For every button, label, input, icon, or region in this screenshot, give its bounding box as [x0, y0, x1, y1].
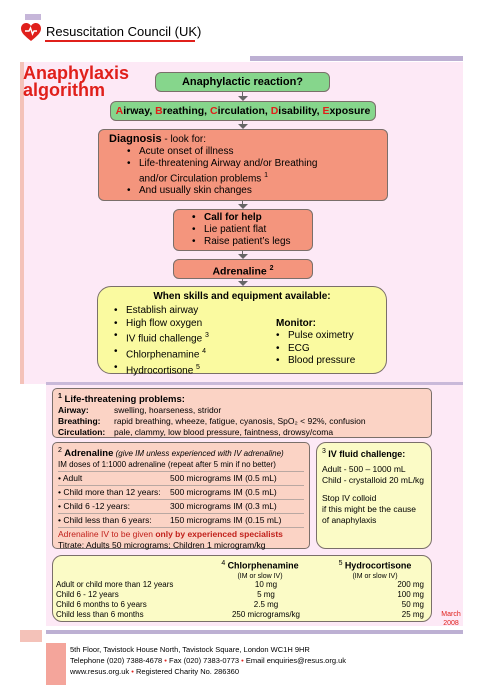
abcde-box [110, 101, 376, 121]
top-decoration-bar [25, 14, 41, 20]
chlor-dose: 250 micrograms/kg [231, 610, 301, 619]
footer-block-1 [20, 630, 42, 642]
left-accent-bar [20, 62, 24, 384]
abcde-word: irculation, [217, 105, 271, 117]
chlor-dose: 10 mg [254, 580, 278, 589]
hydrocortisone-header [325, 559, 425, 582]
iv-fluid-stop-line: if this might be the cause [322, 503, 417, 514]
dose-who-text: Child more than 12 years: [63, 486, 161, 497]
list-item: • Blood pressure [276, 355, 386, 368]
drug-who: Adult or child more than 12 years [56, 580, 174, 589]
dose-row [58, 471, 304, 485]
adrenaline-step-box [173, 259, 313, 279]
list-item [114, 305, 254, 318]
drug-row [56, 580, 428, 590]
list-item: • ECG [276, 343, 386, 356]
skill-text: High flow oxygen [126, 317, 203, 329]
hydrocortisone-heading: Hydrocortisone [344, 560, 412, 571]
skill-text: IV fluid challenge [126, 333, 203, 345]
footer-info [70, 644, 462, 677]
iv-note [58, 529, 304, 540]
chlorphenamine-header [205, 559, 315, 582]
skill-text: Chlorphenamine [126, 349, 200, 361]
diagnosis-heading-line [109, 133, 379, 146]
hydro-dose: 50 mg [401, 600, 424, 609]
skill-text: Establish airway [126, 305, 199, 316]
dose-row [58, 513, 304, 528]
dose-row [58, 499, 304, 513]
problem-label: Airway: [58, 405, 89, 416]
list-item: • Acute onset of illness [127, 146, 379, 158]
abcde-word: isability, [278, 105, 323, 117]
abcde-word: xposure [329, 105, 371, 117]
footer-block-2 [46, 643, 66, 685]
dose-who: • Child 6 -12 years: [58, 500, 130, 511]
list-item: • Raise patient’s legs [192, 236, 312, 248]
header-strip [250, 56, 463, 61]
adrenaline-note: (give IM unless experienced with IV adrenaline) [113, 448, 284, 458]
dose-value: 150 micrograms IM (0.15 mL) [170, 514, 282, 525]
abcde-letter: E [322, 105, 330, 117]
skills-box [97, 286, 387, 374]
list-item [114, 318, 254, 331]
footnote-ref: 2 [58, 447, 62, 454]
footer-contact-line [70, 655, 462, 666]
adrenaline-step-text: Adrenaline [212, 265, 267, 278]
dose-value: 500 micrograms IM (0.5 mL) [170, 486, 277, 497]
adrenaline-heading-line [58, 445, 304, 459]
list-item: • Pulse oximetry [276, 330, 386, 343]
problems-heading-line [58, 391, 426, 405]
footer-web-line [70, 666, 462, 677]
list-item [114, 330, 254, 346]
dose-who: • Adult [58, 472, 83, 483]
drug-row [56, 610, 428, 620]
section-separator [46, 382, 463, 385]
list-item [127, 158, 339, 185]
problem-label: Circulation: [58, 427, 106, 438]
footer-email[interactable]: Email enquiries@resus.org.uk [245, 656, 347, 665]
hydrocortisone-route: (IM or slow IV) [352, 572, 398, 580]
date-year: 2008 [443, 620, 459, 627]
page-title [23, 65, 129, 99]
list-item: • And usually skin changes [127, 185, 379, 197]
footnote-ref: 5 [196, 363, 200, 371]
abcde-word: irway, [123, 105, 156, 117]
list-item: • Call for help [192, 212, 312, 224]
drug-who: Child less than 6 months [56, 610, 144, 619]
heart-logo-icon [20, 22, 42, 42]
abcde-text [116, 105, 371, 117]
drug-who: Child 6 - 12 years [56, 590, 119, 599]
problem-text: rapid breathing, wheeze, fatigue, cyanosis, SpO₂ < 92%, confusion [114, 416, 366, 427]
iv-fluid-box [316, 442, 432, 549]
iv-fluid-heading: IV fluid challenge: [328, 448, 406, 459]
header-rule [45, 40, 195, 42]
diagnosis-box [98, 129, 388, 201]
help-list [192, 212, 312, 248]
problem-text: pale, clammy, low blood pressure, faintness, drowsy/coma [114, 427, 334, 438]
bullet-icon: • [241, 656, 244, 665]
footer-telephone: Telephone (020) 7388-4678 [70, 656, 163, 665]
diagnosis-suffix: - look for: [161, 134, 207, 145]
title-line-1: Anaphylaxis [23, 63, 130, 83]
adrenaline-heading: Adrenaline [64, 447, 114, 459]
iv-fluid-stop-line: Stop IV colloid [322, 492, 377, 503]
problem-row [58, 416, 426, 427]
title-line-2: algorithm [23, 80, 106, 100]
problems-box [52, 388, 432, 438]
iv-fluid-heading-line [322, 446, 426, 460]
footer-website-link[interactable]: www.resus.org.uk [70, 667, 130, 676]
dose-who-text: Adult [62, 472, 83, 483]
footnote-ref: 4 [202, 347, 207, 355]
drug-who: Child 6 months to 6 years [56, 600, 147, 609]
iv-note-text: Adrenaline IV to be given [58, 528, 156, 539]
reaction-text: Anaphylactic reaction? [181, 76, 304, 88]
drug-row [56, 600, 428, 610]
org-name: Resuscitation Council (UK) [46, 24, 202, 39]
footnote-ref: 2 [269, 265, 274, 272]
problem-row [58, 427, 426, 438]
reaction-box [155, 72, 330, 92]
dose-who-text: Child less than 6 years: [63, 514, 152, 525]
bullet-icon: • [131, 667, 134, 676]
abcde-letter: B [155, 105, 163, 117]
drug-table-box [52, 555, 432, 622]
hydro-dose: 25 mg [401, 610, 424, 619]
call-for-help-box [173, 209, 313, 251]
chlorphenamine-route: (IM or slow IV) [237, 572, 283, 580]
footnote-ref: 5 [338, 560, 343, 567]
diagnosis-item-text: Life-threatening Airway and/or Breathing and/or Circulation problems [139, 158, 318, 185]
abcde-letter: D [270, 105, 279, 117]
problem-label: Breathing: [58, 416, 101, 427]
iv-fluid-stop-line: of anaphylaxis [322, 514, 377, 525]
footer-fax: Fax (020) 7383-0773 [169, 656, 240, 665]
footnote-ref: 3 [322, 448, 326, 455]
dose-who: • Child less than 6 years: [58, 514, 152, 525]
abcde-letter: A [115, 105, 124, 117]
adrenaline-subheading: IM doses of 1:1000 adrenaline (repeat after 5 min if no better) [58, 459, 276, 469]
diagnosis-list [127, 146, 379, 197]
monitor-list [276, 330, 386, 368]
footnote-ref: 3 [204, 332, 209, 339]
hydro-dose: 100 mg [397, 590, 424, 599]
dose-who-text: Child 6 -12 years: [63, 500, 130, 511]
iv-note-bold: only by experienced specialists [155, 528, 283, 539]
dose-row [58, 485, 304, 499]
iv-fluid-line: Child - crystalloid 20 mL/kg [322, 474, 425, 485]
footer-address: 5th Floor, Tavistock House North, Tavistock Square, London WC1H 9HR [70, 645, 310, 654]
iv-fluid-line: Adult - 500 – 1000 mL [322, 463, 406, 474]
monitor-heading: Monitor: [276, 318, 316, 329]
dose-table [58, 471, 304, 528]
footnote-ref: 1 [264, 172, 268, 179]
chlor-dose: 5 mg [257, 590, 275, 599]
footer-charity: Registered Charity No. 286360 [136, 667, 239, 676]
skills-list [114, 305, 254, 377]
problem-text: swelling, hoarseness, stridor [114, 405, 222, 416]
problem-row [58, 405, 426, 416]
date-month: March [441, 611, 461, 618]
list-item [114, 346, 254, 362]
skill-text: Hydrocortisone [126, 364, 194, 376]
abcde-letter: C [210, 105, 218, 117]
chlorphenamine-heading: Chlorphenamine [227, 560, 299, 571]
drug-row [56, 590, 428, 600]
footnote-ref: 4 [221, 560, 226, 567]
drug-rows [56, 580, 428, 620]
skills-heading: When skills and equipment available: [153, 291, 331, 302]
adrenaline-details-box [52, 442, 310, 549]
problems-heading: Life-threatening problems: [64, 394, 185, 406]
diagnosis-heading: Diagnosis [109, 133, 162, 145]
list-item [114, 362, 254, 378]
titrate-note: Titrate: Adults 50 micrograms; Children 1 microgram/kg [58, 539, 266, 550]
chlor-dose: 2.5 mg [253, 600, 279, 609]
abcde-word: reathing, [162, 105, 211, 117]
hydro-dose: 200 mg [397, 580, 424, 589]
bullet-icon: • [164, 656, 167, 665]
footer-strip [46, 630, 463, 634]
list-item: • Lie patient flat [192, 224, 312, 236]
footnote-ref: 1 [58, 393, 62, 400]
dose-value: 500 micrograms IM (0.5 mL) [170, 472, 277, 483]
dose-value: 300 micrograms IM (0.3 mL) [170, 500, 277, 511]
dose-who: • Child more than 12 years: [58, 486, 161, 497]
publication-date [436, 610, 466, 628]
